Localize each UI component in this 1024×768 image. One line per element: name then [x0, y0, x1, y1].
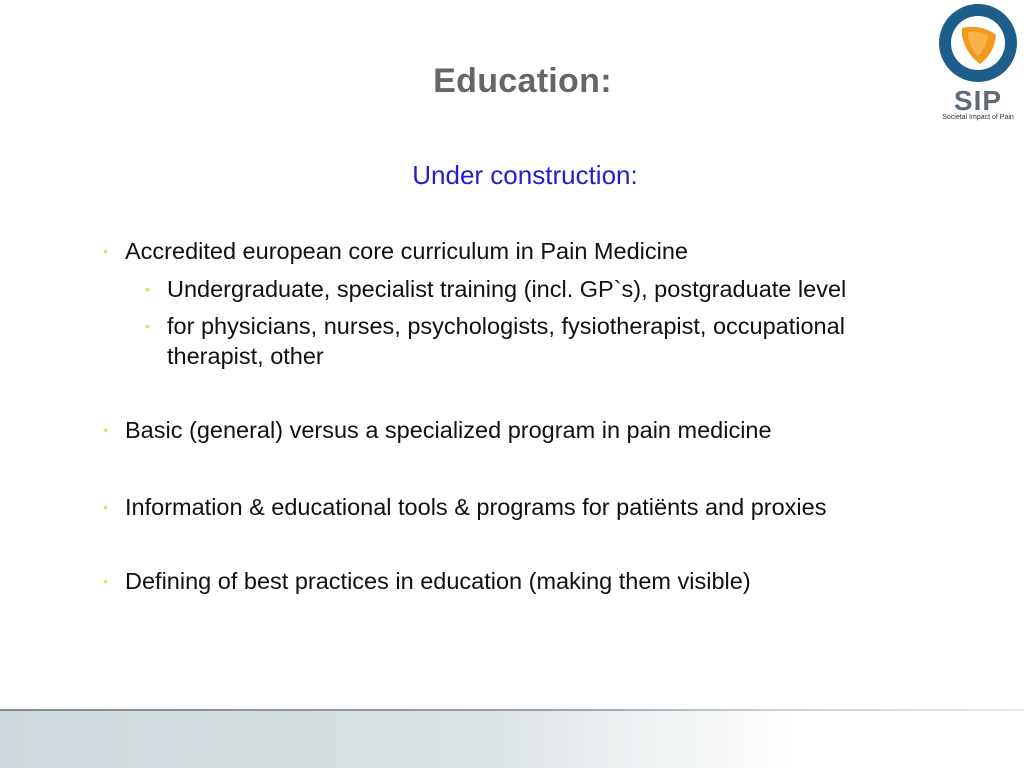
bullet-dot: • [103, 243, 108, 259]
bullet-dot: • [103, 499, 108, 515]
footer-band [0, 711, 1024, 768]
logo-wordmark: SIP [953, 85, 1003, 116]
sub-bullet-item-continuation: therapist, other [167, 343, 324, 369]
bullet-item: Defining of best practices in education (making them visible) [125, 568, 751, 594]
slide-title: Education: [433, 62, 612, 100]
sip-logo-emblem-icon [936, 2, 1020, 86]
bullet-item: Information & educational tools & programs for patiënts and proxies [125, 494, 827, 520]
bullet-item: Accredited european core curriculum in Pain Medicine [125, 238, 688, 264]
sub-bullet-item: Undergraduate, specialist training (incl. GP`s), postgraduate level [167, 276, 847, 302]
bullet-dot: • [103, 573, 108, 589]
bullet-dot: • [103, 422, 108, 438]
bullet-item: Basic (general) versus a specialized program in pain medicine [125, 417, 772, 443]
sub-bullet-dot: • [145, 281, 150, 297]
logo-tagline: Societal Impact of Pain [942, 114, 1014, 121]
sub-bullet-dot: • [145, 318, 150, 334]
sub-bullet-item: for physicians, nurses, psychologists, fysiotherapist, occupational [167, 313, 845, 339]
slide-subtitle: Under construction: [412, 160, 638, 190]
sip-logo [936, 2, 1020, 124]
